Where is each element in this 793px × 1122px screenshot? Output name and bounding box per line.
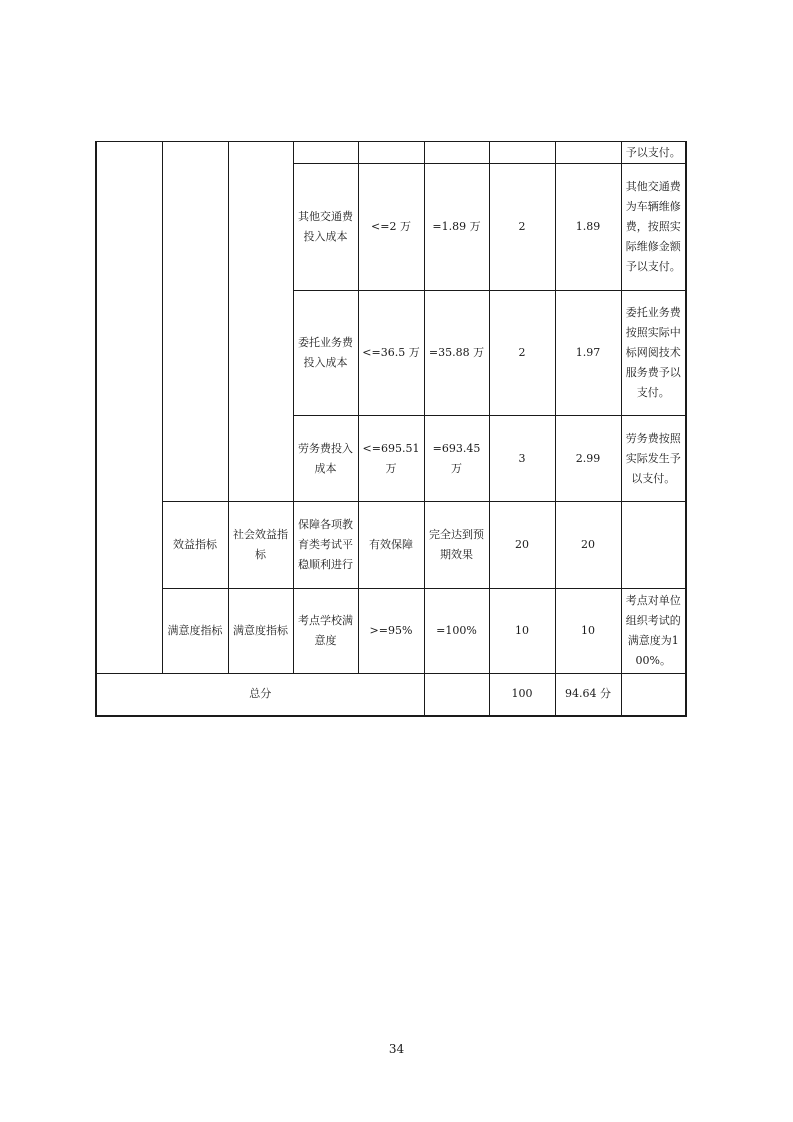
second-level-indicator-cell: 满意度指标 [162, 589, 228, 674]
table-row [96, 142, 686, 164]
actual-value-cell: =1.89 万 [424, 164, 489, 291]
indicator-name-cell [293, 142, 358, 164]
note-cell: 委托业务费按照实际中标网阅技术服务费予以支付。 [621, 291, 686, 416]
total-note-cell [621, 674, 686, 716]
third-level-indicator-cell [228, 142, 293, 502]
weight-cell: 20 [489, 502, 555, 589]
note-cell: 予以支付。 [621, 142, 686, 164]
indicator-name-cell: 其他交通费投入成本 [293, 164, 358, 291]
performance-indicator-table [95, 141, 687, 717]
first-level-indicator-cell [96, 142, 162, 674]
score-cell: 10 [555, 589, 621, 674]
total-label: 总分 [96, 674, 424, 716]
score-cell: 20 [555, 502, 621, 589]
weight-cell: 2 [489, 164, 555, 291]
table-row [96, 502, 686, 589]
score-cell: 2.99 [555, 416, 621, 502]
score-cell: 1.89 [555, 164, 621, 291]
third-level-indicator-cell: 满意度指标 [228, 589, 293, 674]
weight-cell: 3 [489, 416, 555, 502]
total-actual-cell [424, 674, 489, 716]
weight-cell: 2 [489, 291, 555, 416]
second-level-indicator-cell: 效益指标 [162, 502, 228, 589]
actual-value-cell: 完全达到预期效果 [424, 502, 489, 589]
page-number: 34 [388, 1042, 405, 1056]
indicator-name-cell: 考点学校满意度 [293, 589, 358, 674]
target-value-cell: <=36.5 万 [358, 291, 424, 416]
indicator-name-cell: 保障各项教育类考试平稳顺利进行 [293, 502, 358, 589]
indicator-name-cell: 劳务费投入成本 [293, 416, 358, 502]
target-value-cell [358, 142, 424, 164]
target-value-cell: <=695.51 万 [358, 416, 424, 502]
note-cell: 考点对单位组织考试的满意度为100%。 [621, 589, 686, 674]
actual-value-cell [424, 142, 489, 164]
second-level-indicator-cell [162, 142, 228, 502]
target-value-cell: 有效保障 [358, 502, 424, 589]
total-weight-cell: 100 [489, 674, 555, 716]
weight-cell [489, 142, 555, 164]
actual-value-cell: =35.88 万 [424, 291, 489, 416]
score-cell: 1.97 [555, 291, 621, 416]
weight-cell: 10 [489, 589, 555, 674]
score-cell [555, 142, 621, 164]
third-level-indicator-cell: 社会效益指标 [228, 502, 293, 589]
actual-value-cell: =100% [424, 589, 489, 674]
actual-value-cell: =693.45 万 [424, 416, 489, 502]
target-value-cell: <=2 万 [358, 164, 424, 291]
total-score-cell: 94.64 分 [555, 674, 621, 716]
total-row [96, 674, 686, 716]
target-value-cell: >=95% [358, 589, 424, 674]
note-cell [621, 502, 686, 589]
indicator-name-cell: 委托业务费投入成本 [293, 291, 358, 416]
note-cell: 劳务费按照实际发生予以支付。 [621, 416, 686, 502]
table-row [96, 589, 686, 674]
note-cell: 其他交通费为车辆维修费，按照实际维修金额予以支付。 [621, 164, 686, 291]
